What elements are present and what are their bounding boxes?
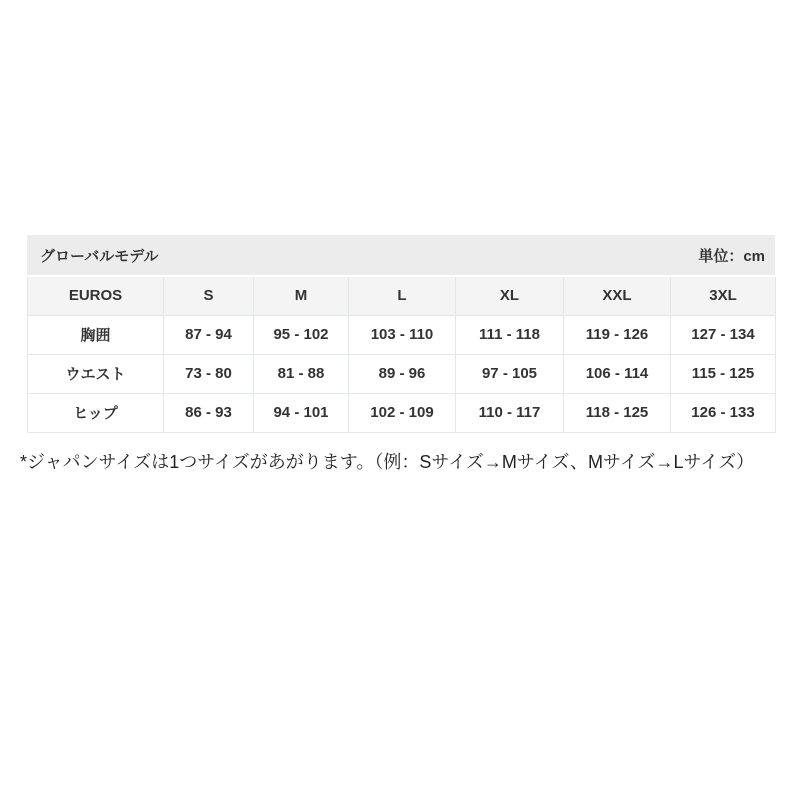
size-cell: 94 - 101 [254,393,349,432]
unit-label: 単位：cm [698,247,765,265]
table-row-hip [28,393,776,432]
size-cell: 111 - 118 [456,315,564,354]
column-header-euros: EUROS [28,277,164,315]
size-cell: 115 - 125 [671,354,776,393]
size-cell: 87 - 94 [164,315,254,354]
row-label: 胸囲 [28,315,164,354]
size-cell: 73 - 80 [164,354,254,393]
size-cell: 118 - 125 [564,393,671,432]
size-note: *ジャパンサイズは1つサイズがあがります。（例：Sサイズ→Mサイズ、Mサイズ→Lサイズ） [20,451,755,472]
size-chart-section [20,235,775,474]
size-cell: 81 - 88 [254,354,349,393]
table-header-row [28,277,776,315]
size-cell: 103 - 110 [349,315,456,354]
size-cell: 95 - 102 [254,315,349,354]
chart-title: グローバルモデル [40,247,159,265]
column-header-3xl: 3XL [671,277,776,315]
row-label: ヒップ [28,393,164,432]
column-header-m: M [254,277,349,315]
size-cell: 127 - 134 [671,315,776,354]
column-header-xl: XL [456,277,564,315]
row-label: ウエスト [28,354,164,393]
table-row-chest [28,315,776,354]
chart-header-bar [27,235,775,275]
size-cell: 97 - 105 [456,354,564,393]
column-header-s: S [164,277,254,315]
size-cell: 86 - 93 [164,393,254,432]
table-row-waist [28,354,776,393]
size-table [27,277,776,433]
column-header-xxl: XXL [564,277,671,315]
size-cell: 110 - 117 [456,393,564,432]
size-cell: 106 - 114 [564,354,671,393]
size-cell: 119 - 126 [564,315,671,354]
column-header-l: L [349,277,456,315]
size-cell: 126 - 133 [671,393,776,432]
size-cell: 89 - 96 [349,354,456,393]
size-cell: 102 - 109 [349,393,456,432]
